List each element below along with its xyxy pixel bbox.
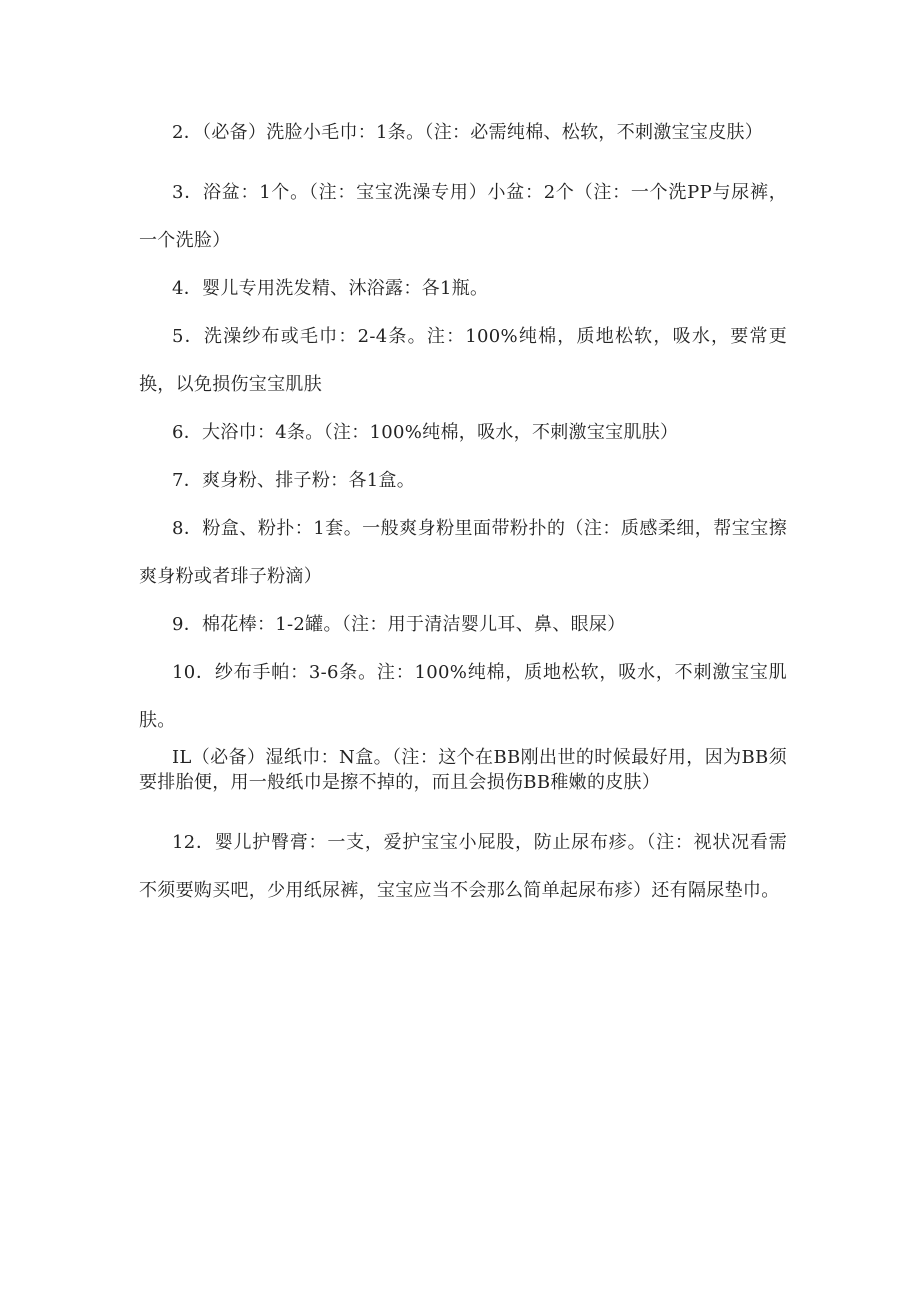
paragraph-item-2: 2．（必备）洗脸小毛巾：1条。（注：必需纯棉、松软，不刺激宝宝皮肤） xyxy=(172,122,764,143)
paragraph-item-3: 3．浴盆：1个。（注：宝宝洗澡专用）小盆：2个（注：一个洗PP与尿裤，一个洗脸） xyxy=(139,182,787,251)
paragraph-item-4: 4．婴儿专用洗发精、沐浴露：各1瓶。 xyxy=(172,278,489,299)
paragraph-item-7: 7．爽身粉、排子粉：各1盒。 xyxy=(172,470,416,491)
paragraph-item-9: 9．棉花棒：1-2罐。（注：用于清洁婴儿耳、鼻、眼屎） xyxy=(172,614,626,635)
paragraph-item-10: 10．纱布手帕：3-6条。注：100%纯棉，质地松软，吸水，不刺激宝宝肌肤。 xyxy=(139,662,787,731)
paragraph-item-6: 6．大浴巾：4条。（注：100%纯棉，吸水，不刺激宝宝肌肤） xyxy=(172,422,679,443)
document-body xyxy=(139,120,787,915)
paragraph-item-12: 12．婴儿护臀膏：一支，爱护宝宝小屁股，防止尿布疹。（注：视状况看需不须要购买吧，少用纸尿裤，宝宝应当不会那么简单起尿布疹）还有隔尿垫巾。 xyxy=(139,832,787,901)
paragraph-item-8: 8．粉盒、粉扑：1套。一般爽身粉里面带粉扑的（注：质感柔细，帮宝宝擦爽身粉或者琲子粉滴） xyxy=(139,518,787,587)
paragraph-item-5: 5．洗澡纱布或毛巾：2-4条。注：100%纯棉，质地松软，吸水，要常更换，以免损伤宝宝肌肤 xyxy=(139,326,787,395)
paragraph-item-11: IL（必备）湿纸巾：N盒。（注：这个在BB刚出世的时候最好用，因为BB须要排胎便，用一般纸巾是擦不掉的，而且会损伤BB稚嫩的皮肤） xyxy=(139,747,787,793)
